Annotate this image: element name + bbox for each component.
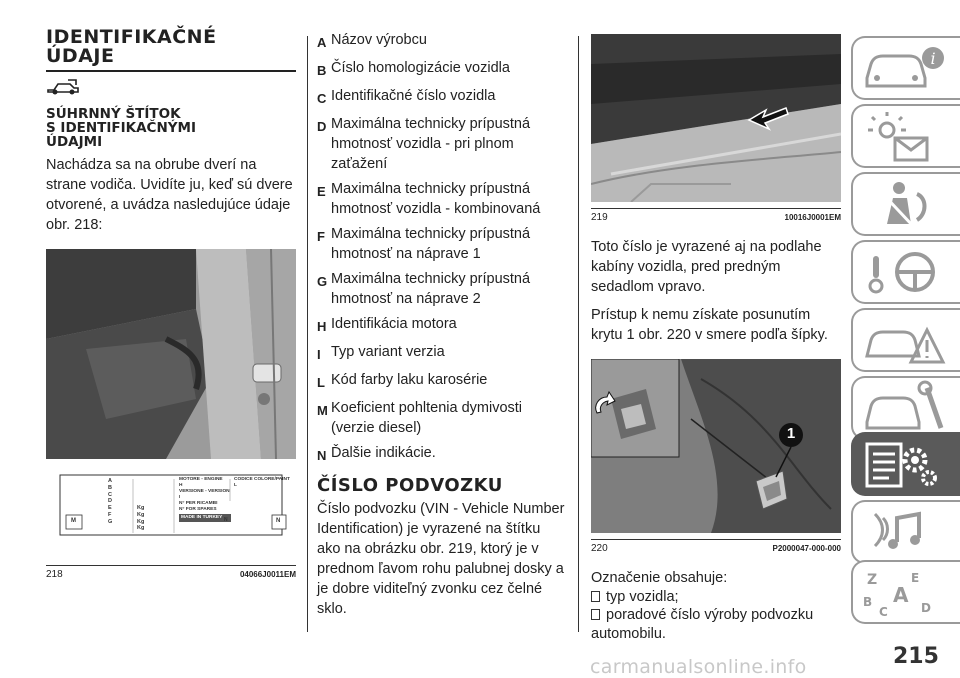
svg-text:E: E [911, 571, 920, 585]
floor-stamp-paragraph: Toto číslo je vyrazené aj na podlahe kabíny vozidla, pred predným sedadlom vpravo. [591, 239, 822, 295]
car-info-icon [853, 38, 953, 98]
svg-text:Z: Z [867, 572, 878, 588]
list-item: L Kód farby laku karosérie [317, 372, 488, 390]
list-item: D Maximálna technicky prípustná hmotnosť vozidla - pri plnom zaťažení [317, 116, 531, 172]
tab-index[interactable] [851, 560, 960, 624]
plate-letters: A B C D E F G [108, 478, 113, 525]
marking-contains-paragraph: Označenie obsahuje: [591, 570, 728, 586]
tab-car-info[interactable] [851, 36, 960, 100]
tab-maintenance[interactable] [851, 376, 960, 440]
bullet-vehicle-type: typ vozidla; [591, 588, 841, 606]
plate-legend-list [317, 30, 567, 466]
checkbox-bullet-icon [591, 591, 600, 602]
middle-column [317, 30, 567, 619]
tab-technical-data[interactable] [851, 432, 960, 496]
list-item: I Typ variant verzia [317, 344, 445, 362]
figure-220-caption: 220 P2000047-000-000 [591, 539, 841, 554]
column-divider-1 [307, 36, 308, 632]
column-divider-2 [578, 36, 579, 632]
multimedia-icon [853, 502, 953, 562]
figure-218-caption: 218 04066J0011EM [46, 565, 296, 580]
car-key-icon [46, 78, 296, 101]
list-item: G Maximálna technicky prípustná hmotnosť na náprave 2 [317, 271, 531, 307]
svg-text:B: B [863, 595, 873, 609]
callout-number-1: 1 [786, 425, 796, 442]
subheading-summary-plate: SÚHRNNÝ ŠTÍTOK S IDENTIFIKAČNÝMI ÚDAJMI [46, 106, 196, 150]
svg-text:C: C [879, 605, 888, 619]
section-heading-identification: IDENTIFIKAČNÉ ÚDAJE [46, 26, 217, 67]
bullet-serial-number: poradové číslo výroby podvozku [591, 606, 841, 624]
plate-m-box: M [71, 518, 76, 524]
list-item: H Identifikácia motora [317, 316, 457, 334]
maintenance-icon [853, 378, 953, 438]
tab-starting-driving[interactable] [851, 240, 960, 304]
left-column [46, 28, 296, 580]
identification-plate-illustration [46, 471, 296, 559]
list-item: M Koeficient pohltenia dymivosti (verzie diesel) [317, 400, 523, 436]
heading-rule [46, 70, 296, 72]
plate-n-box: N [276, 518, 281, 524]
intro-paragraph: Nachádza sa na obrube dverí na strane vodiča. Uvidíte ju, keď sú dvere otvorené, a uvádza nasledujúce údaje obr. 218: [46, 157, 293, 233]
safety-icon [853, 174, 953, 234]
figure-219-caption: 219 10016J0001EM [591, 208, 841, 223]
list-item: A Názov výrobcu [317, 32, 427, 50]
checkbox-bullet-icon [591, 609, 600, 620]
plate-fields: MOTORE - ENGINE H VERSIONE - VERSION I N° PER RICAMBI N° FOR SPARES MADE IN TURKEY [179, 477, 230, 520]
alphabetical-index-icon [853, 562, 953, 622]
technical-data-icon [853, 434, 953, 494]
right-column [591, 34, 841, 644]
list-item: E Maximálna technicky prípustná hmotnosť vozidla - kombinovaná [317, 181, 541, 217]
door-pillar-photo [46, 249, 296, 459]
list-item: C Identifikačné číslo vozidla [317, 88, 496, 106]
cover-access-paragraph: Prístup k nemu získate posunutím krytu 1 obr. 220 v smere podľa šípky. [591, 307, 828, 343]
bullet-continuation: automobilu. [591, 626, 666, 642]
svg-text:D: D [921, 601, 931, 615]
tab-multimedia[interactable] [851, 500, 960, 564]
svg-text:A: A [893, 583, 909, 607]
emergency-car-icon [853, 310, 953, 370]
plate-units: Kg Kg Kg Kg [137, 505, 145, 532]
plate-paint-code: CODICE COLORE/PAINT L [234, 477, 290, 488]
floor-cover-photo [591, 359, 841, 533]
svg-text:i: i [930, 49, 936, 68]
watermark: carmanualsonline.info [590, 656, 807, 678]
plate-n-label: N [224, 517, 228, 523]
steering-wheel-icon [853, 242, 953, 302]
section-heading-chassis-number: ČÍSLO PODVOZKU [317, 475, 503, 496]
list-item: F Maximálna technicky prípustná hmotnosť na náprave 1 [317, 226, 531, 262]
warning-lights-icon [853, 106, 953, 166]
tab-safety[interactable] [851, 172, 960, 236]
tab-emergency[interactable] [851, 308, 960, 372]
list-item: B Číslo homologizácie vozidla [317, 60, 510, 78]
tab-warning-lights[interactable] [851, 104, 960, 168]
page-number: 215 [893, 644, 939, 669]
list-item: N Ďalšie indikácie. [317, 445, 436, 463]
chassis-number-paragraph: Číslo podvozku (VIN - Vehicle Number Identification) je vyrazené na štítku ako na obrázku obr. 219, ktorý je v prednom ľavom rohu palubnej dosky a je dobre viditeľný zvonku cez čelné sklo. [317, 501, 565, 617]
windshield-vin-photo [591, 34, 841, 202]
